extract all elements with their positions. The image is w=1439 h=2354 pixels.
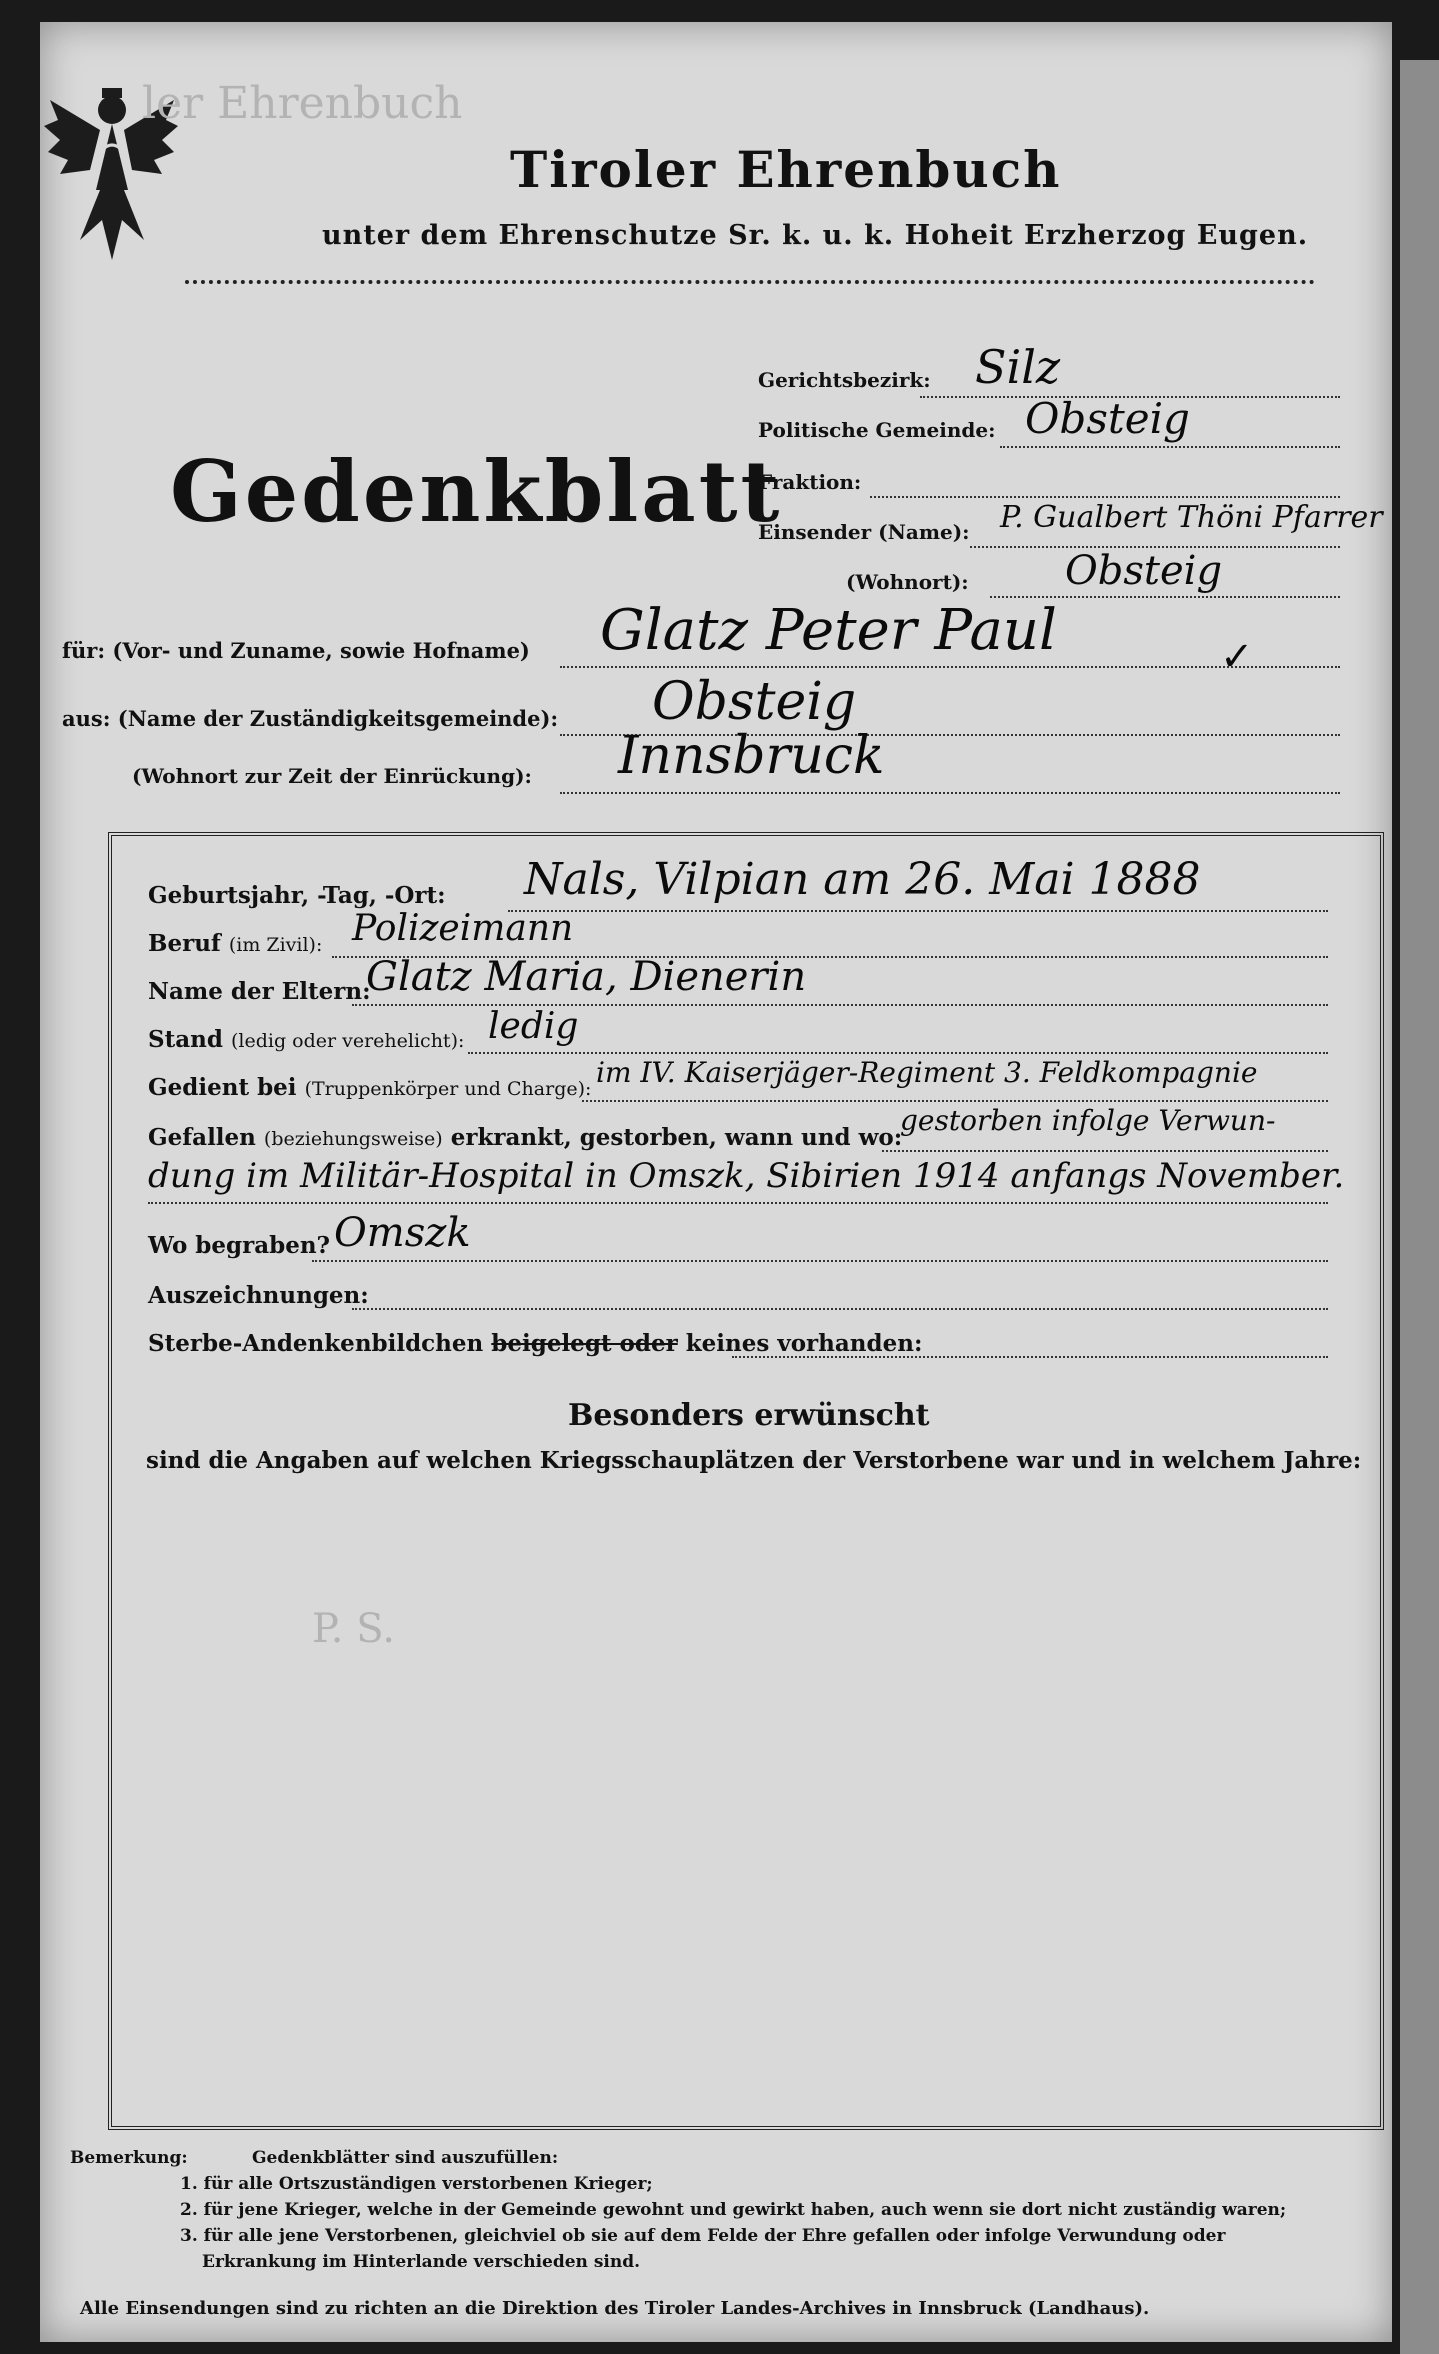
details-frame	[108, 832, 1384, 2130]
memorial-sheet	[40, 22, 1392, 2342]
sterbe-label: Sterbe-Andenkenbildchen beigelegt oder keines vorhanden:	[148, 1330, 923, 1357]
header-rule	[185, 280, 1315, 284]
beruf-label: Beruf (im Zivil):	[148, 930, 323, 957]
gedient-line	[582, 1100, 1328, 1102]
begraben-line	[312, 1260, 1328, 1262]
adjacent-page-edge	[1400, 60, 1439, 2354]
geburt-label: Geburtsjahr, -Tag, -Ort:	[148, 882, 446, 909]
fuer-label: für: (Vor- und Zuname, sowie Hofname)	[62, 638, 530, 663]
einrueckung-value: Innsbruck	[618, 726, 885, 786]
bemerkung-intro: Gedenkblätter sind auszufüllen:	[252, 2148, 559, 2168]
einrueckung-label: (Wohnort zur Zeit der Einrückung):	[132, 764, 532, 788]
einsender-value: P. Gualbert Thöni Pfarrer	[1000, 500, 1383, 535]
bemerkung-item-1: 1. für alle Ortszuständigen verstorbenen Krieger;	[180, 2174, 653, 2194]
gefallen-label: Gefallen (beziehungsweise) erkrankt, gestorben, wann und wo:	[148, 1124, 903, 1151]
gedient-label: Gedient bei (Truppenkörper und Charge):	[148, 1074, 592, 1101]
gedient-value: im IV. Kaiserjäger-Regiment 3. Feldkompagnie	[596, 1056, 1258, 1089]
gefallen-line-2	[148, 1202, 1328, 1204]
bemerkung-footer: Alle Einsendungen sind zu richten an die Direktion des Tiroler Landes-Archives in Innsbruck (Landhaus).	[80, 2298, 1150, 2319]
gefallen-value: gestorben infolge Verwun-	[900, 1104, 1276, 1137]
geburt-line	[508, 910, 1328, 912]
stand-value: ledig	[488, 1006, 579, 1047]
gedenkblatt-heading: Gedenkblatt	[170, 442, 783, 541]
sterbe-line	[732, 1356, 1328, 1358]
bemerkung-item-2: 2. für jene Krieger, welche in der Gemeinde gewohnt und gewirkt haben, auch wenn sie dort nicht zuständig waren;	[180, 2200, 1287, 2220]
bezirk-value: Silz	[975, 340, 1061, 394]
aus-label: aus: (Name der Zuständigkeitsgemeinde):	[62, 706, 559, 731]
eltern-label: Name der Eltern:	[148, 978, 371, 1005]
beruf-value: Polizeimann	[352, 908, 574, 949]
besonders-text: sind die Angaben auf welchen Kriegsschauplätzen der Verstorbene war und in welchem Jahre:	[146, 1447, 1362, 1474]
bezirk-label: Gerichtsbezirk:	[758, 368, 931, 392]
bleed-through-text: ler Ehrenbuch	[142, 78, 463, 129]
stand-label: Stand (ledig oder verehelicht):	[148, 1026, 465, 1053]
gemeinde-label: Politische Gemeinde:	[758, 418, 996, 442]
eltern-value: Glatz Maria, Dienerin	[366, 954, 807, 1000]
besonders-heading: Besonders erwünscht	[568, 1398, 930, 1433]
begraben-label: Wo begraben?	[148, 1232, 331, 1259]
gemeinde-line	[1000, 446, 1340, 448]
fuer-line	[560, 666, 1340, 668]
auszeichnungen-line	[352, 1308, 1328, 1310]
document-subtitle: unter dem Ehrenschutze Sr. k. u. k. Hoheit Erzherzog Eugen.	[322, 220, 1309, 251]
geburt-value: Nals, Vilpian am 26. Mai 1888	[524, 854, 1201, 905]
gemeinde-value: Obsteig	[1025, 394, 1190, 443]
check-icon: ✓	[1220, 634, 1254, 680]
stand-line	[468, 1052, 1328, 1054]
aus-value: Obsteig	[652, 672, 857, 732]
begraben-value: Omszk	[334, 1210, 471, 1256]
bemerkung-item-3: 3. für alle jene Verstorbenen, gleichviel ob sie auf dem Felde der Ehre gefallen oder infolge Verwundung oder	[180, 2226, 1226, 2246]
bemerkung-label: Bemerkung:	[70, 2148, 188, 2168]
wohnort-value: Obsteig	[1065, 548, 1223, 594]
gefallen-value-2: dung im Militär-Hospital in Omszk, Sibirien 1914 anfangs November.	[148, 1156, 1345, 1196]
fuer-value: Glatz Peter Paul	[600, 598, 1057, 663]
bleed-through-ps: P. S.	[312, 1606, 395, 1652]
document-title: Tiroler Ehrenbuch	[510, 140, 1062, 199]
wohnort-label: (Wohnort):	[846, 570, 969, 594]
fraktion-label: Fraktion:	[758, 470, 862, 494]
bemerkung-item-3b: Erkrankung im Hinterlande verschieden sind.	[202, 2252, 641, 2272]
fraktion-line	[870, 496, 1340, 498]
auszeichnungen-label: Auszeichnungen:	[148, 1282, 369, 1309]
einsender-label: Einsender (Name):	[758, 520, 970, 544]
einrueckung-line	[560, 792, 1340, 794]
gefallen-line	[882, 1150, 1328, 1152]
